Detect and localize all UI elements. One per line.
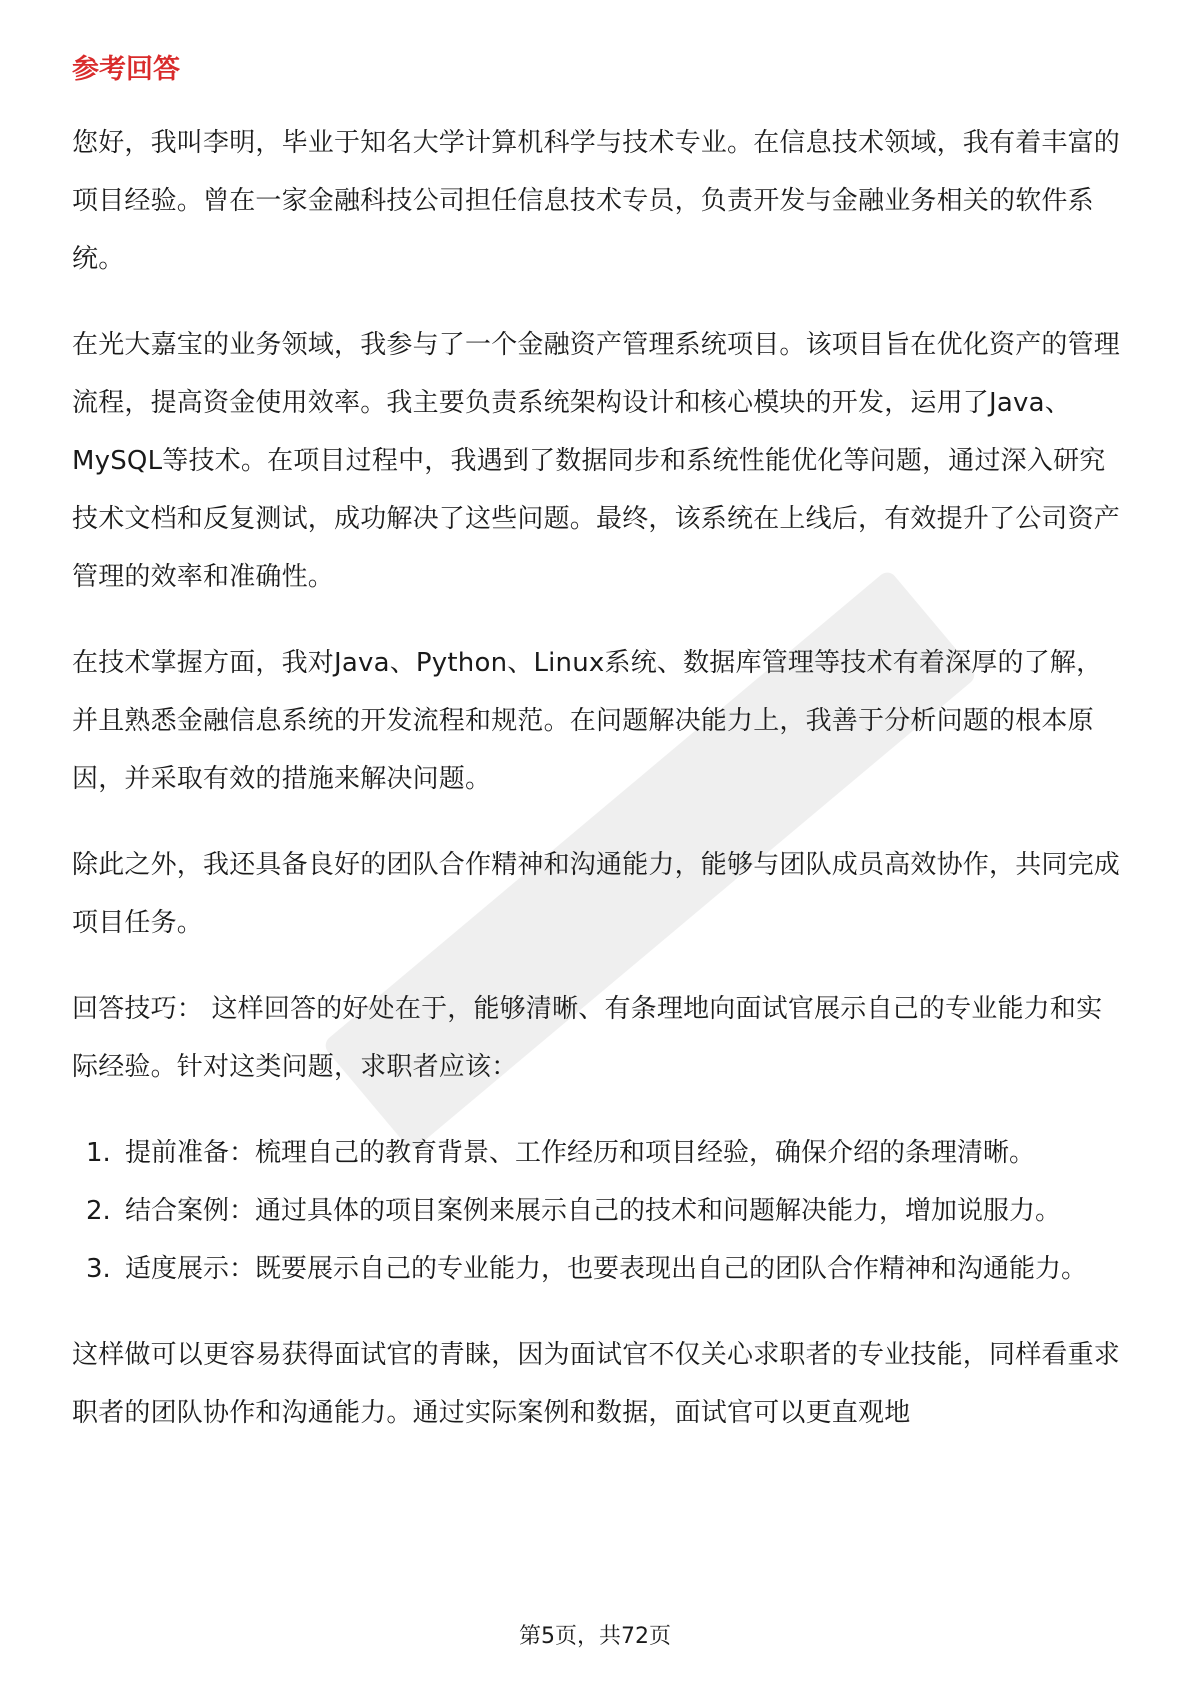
list-item: [72, 1124, 1122, 1182]
page-footer: 第5页，共72页: [519, 1624, 671, 1649]
list-item: [72, 1182, 1122, 1240]
document-page: [72, 40, 1122, 1470]
list-item-text: 结合案例：通过具体的项目案例来展示自己的技术和问题解决能力，增加说服力。: [125, 1196, 1062, 1226]
tips-list: [72, 1124, 1122, 1298]
paragraph-project: 在光大嘉宝的业务领域，我参与了一个金融资产管理系统项目。该项目旨在优化资产的管理流程，提高资金使用效率。我主要负责系统架构设计和核心模块的开发，运用了Java、MySQL等技术。在项目过程中，我遇到了数据同步和系统性能优化等问题，通过深入研究技术文档和反复测试，成功解决了这些问题。最终，该系统在上线后，有效提升了公司资产管理的效率和准确性。: [72, 330, 1121, 592]
list-item: [72, 1240, 1122, 1298]
paragraph-skills: 在技术掌握方面，我对Java、Python、Linux系统、数据库管理等技术有着深厚的了解，并且熟悉金融信息系统的开发流程和规范。在问题解决能力上，我善于分析问题的根本原因，并采取有效的措施来解决问题。: [72, 648, 1103, 794]
section-title: 参考回答: [72, 54, 180, 85]
list-item-text: 提前准备：梳理自己的教育背景、工作经历和项目经验，确保介绍的条理清晰。: [125, 1138, 1036, 1168]
paragraph-conclusion: 这样做可以更容易获得面试官的青睐，因为面试官不仅关心求职者的专业技能，同样看重求职者的团队协作和沟通能力。通过实际案例和数据，面试官可以更直观地: [72, 1340, 1121, 1428]
list-item-text: 适度展示：既要展示自己的专业能力，也要表现出自己的团队合作精神和沟通能力。: [125, 1254, 1088, 1284]
paragraph-tips-intro: 回答技巧： 这样回答的好处在于，能够清晰、有条理地向面试官展示自己的专业能力和实际经验。针对这类问题，求职者应该：: [72, 994, 1103, 1082]
list-item-number: 3.: [86, 1254, 111, 1284]
paragraph-teamwork: 除此之外，我还具备良好的团队合作精神和沟通能力，能够与团队成员高效协作，共同完成项目任务。: [72, 850, 1121, 938]
list-item-number: 1.: [86, 1138, 111, 1168]
list-item-number: 2.: [86, 1196, 111, 1226]
paragraph-intro: 您好，我叫李明，毕业于知名大学计算机科学与技术专业。在信息技术领域，我有着丰富的项目经验。曾在一家金融科技公司担任信息技术专员，负责开发与金融业务相关的软件系统。: [72, 128, 1121, 274]
